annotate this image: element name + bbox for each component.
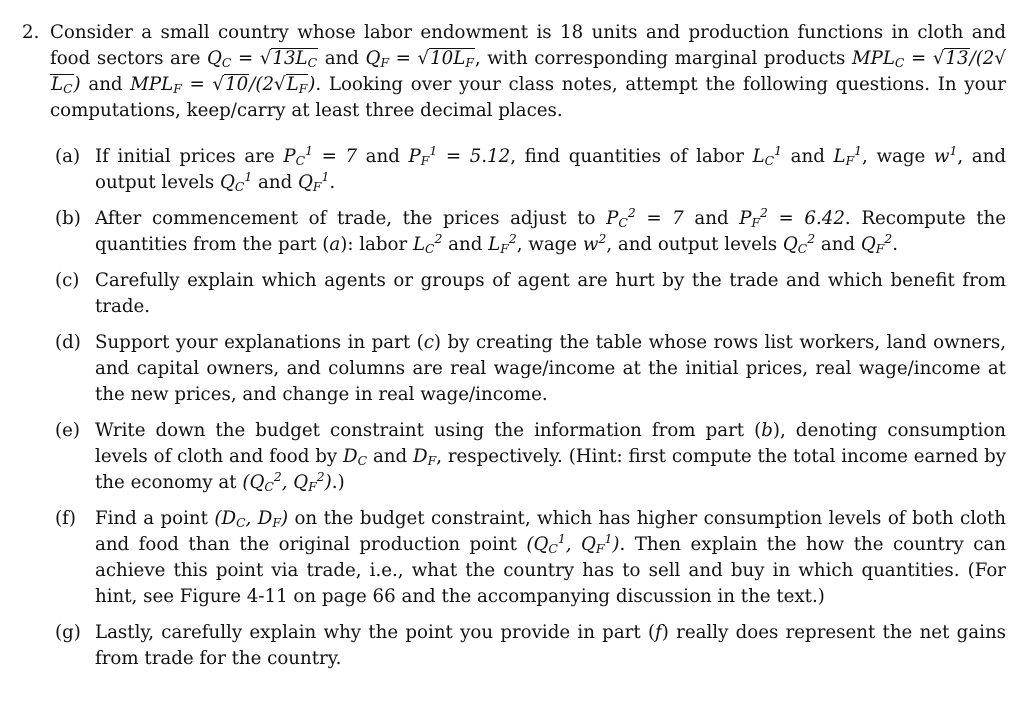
text-run: and — [367, 446, 414, 467]
math-expression: ($D_C$, $D_F$) — [214, 508, 289, 531]
text-run: and — [815, 234, 861, 255]
math-expression: $Q_C^2$ — [782, 232, 816, 257]
math-expression: $Q_F^1$ — [298, 170, 330, 195]
food-production-function: $Q_F = √10L_F$ — [365, 48, 474, 71]
part-a — [55, 144, 1006, 196]
text-run: Lastly, carefully explain why the point you provide in part ( — [95, 622, 656, 643]
math-expression: $P_F^1 = 5.12$ — [408, 144, 511, 169]
text-run: , respectively. (Hint: first compute the total income earned by the economy at — [95, 446, 1006, 493]
text-run: After commencement of trade, the prices adjust to — [95, 208, 607, 229]
math-expression: $P_C^1 = 7$ — [283, 144, 358, 169]
part-label: (g) — [55, 622, 81, 643]
text-run: , and output levels — [606, 234, 783, 255]
part-text — [95, 622, 1006, 669]
text-run: If initial prices are — [95, 146, 284, 167]
stem-text: . Looking over your class notes, attempt the following questions. In your computations, keep/carry at least three decimal places. — [50, 74, 1006, 121]
text-run: ) really does represent the net gains from trade for the country. — [95, 622, 1007, 669]
math-expression: f — [655, 622, 662, 643]
text-run: Carefully explain which agents or groups of agent are hurt by the trade and which benefit from trade. — [95, 270, 1006, 317]
text-run: and — [252, 172, 298, 193]
cloth-marginal-product: $MPL_C = √13/(2√L_C)$ — [51, 48, 1006, 97]
part-e — [55, 418, 1006, 496]
math-expression: ($Q_C^1$, $Q_F^1$) — [526, 532, 620, 557]
part-label: (b) — [55, 208, 81, 229]
text-run: and — [357, 146, 409, 167]
text-run: Support your explanations in part ( — [95, 332, 424, 353]
math-expression: $Q_F^2$ — [860, 232, 893, 257]
text-run: ) by creating the table whose rows list workers, land owners, and capital owners, and columns are real wage/income at the initial prices, real wage/income at the new prices, and change in real wage/income. — [95, 332, 1006, 405]
math-expression: $w^1$ — [933, 144, 958, 167]
stem-text: , with corresponding marginal products — [474, 48, 852, 69]
math-expression: a — [329, 234, 341, 255]
text-run: ): labor — [340, 234, 413, 255]
stem-text: Consider a small country whose labor endowment is 18 units and production functions in cloth and food sectors are — [50, 22, 1006, 69]
part-text — [95, 146, 1006, 193]
text-run: . — [892, 234, 899, 255]
part-text — [95, 508, 1006, 607]
math-expression: b — [761, 420, 773, 441]
text-run: . Then explain the how the country can achieve this point via trade, i.e., what the country has to sell and buy in which quantities. (For hint, see Figure 4-11 on page 66 and the accompanying discussion in the text.) — [95, 534, 1006, 607]
math-expression: $L_F^1$ — [833, 144, 863, 169]
text-run: , and output levels — [95, 146, 1006, 193]
math-expression: $P_C^2 = 7$ — [606, 206, 684, 231]
text-run: .) — [331, 472, 345, 493]
part-label: (e) — [55, 420, 80, 441]
math-expression: $D_F$ — [413, 446, 437, 469]
part-c — [55, 268, 1006, 320]
text-run: . Recompute the quantities from the part ( — [95, 208, 1007, 255]
text-run: , find quantities of labor — [510, 146, 753, 167]
part-label: (c) — [55, 270, 80, 291]
part-label: (d) — [55, 332, 81, 353]
math-expression: ($Q_C^2$, $Q_F^2$) — [242, 470, 332, 495]
math-expression: $L_F^2$ — [488, 232, 517, 257]
math-expression: $P_F^2 = 6.42$ — [739, 206, 845, 231]
part-d — [55, 330, 1006, 408]
part-text — [95, 332, 1006, 405]
math-expression: c — [423, 332, 434, 353]
part-g — [55, 620, 1007, 672]
problem-stem — [50, 20, 1006, 124]
text-run: and — [442, 234, 489, 255]
part-label: (f) — [55, 508, 76, 529]
question-parts — [22, 144, 1006, 672]
stem-text: and — [318, 48, 366, 69]
problem-2 — [22, 20, 1006, 672]
text-run: on the budget constraint, which has higher consumption levels of both cloth and food than the original production point — [95, 508, 1006, 555]
problem-number: 2. — [22, 22, 40, 43]
math-expression: $Q_C^1$ — [219, 170, 253, 195]
text-run: , wage — [862, 146, 934, 167]
text-run: and — [683, 208, 740, 229]
math-expression: $L_C^1$ — [752, 144, 783, 169]
text-run: and — [782, 146, 834, 167]
text-run: Write down the budget constraint using the information from part ( — [95, 420, 762, 441]
part-text — [95, 420, 1006, 493]
part-b — [55, 206, 1007, 258]
stem-text: and — [80, 74, 131, 95]
math-expression: $w^2$ — [582, 232, 607, 255]
text-run: ), denoting consumption levels of cloth and food by — [95, 420, 1006, 467]
part-text — [95, 208, 1006, 255]
text-run: Find a point — [95, 508, 215, 529]
cloth-production-function: $Q_C = √13L_C$ — [206, 48, 318, 71]
text-run: . — [329, 172, 336, 193]
part-f — [55, 506, 1006, 610]
text-run: , wage — [516, 234, 583, 255]
part-text — [95, 270, 1006, 317]
math-expression: $D_C$ — [343, 446, 368, 469]
food-marginal-product: $MPL_F = √10/(2√L_F)$ — [130, 74, 316, 97]
part-label: (a) — [55, 146, 81, 167]
math-expression: $L_C^2$ — [412, 232, 443, 257]
